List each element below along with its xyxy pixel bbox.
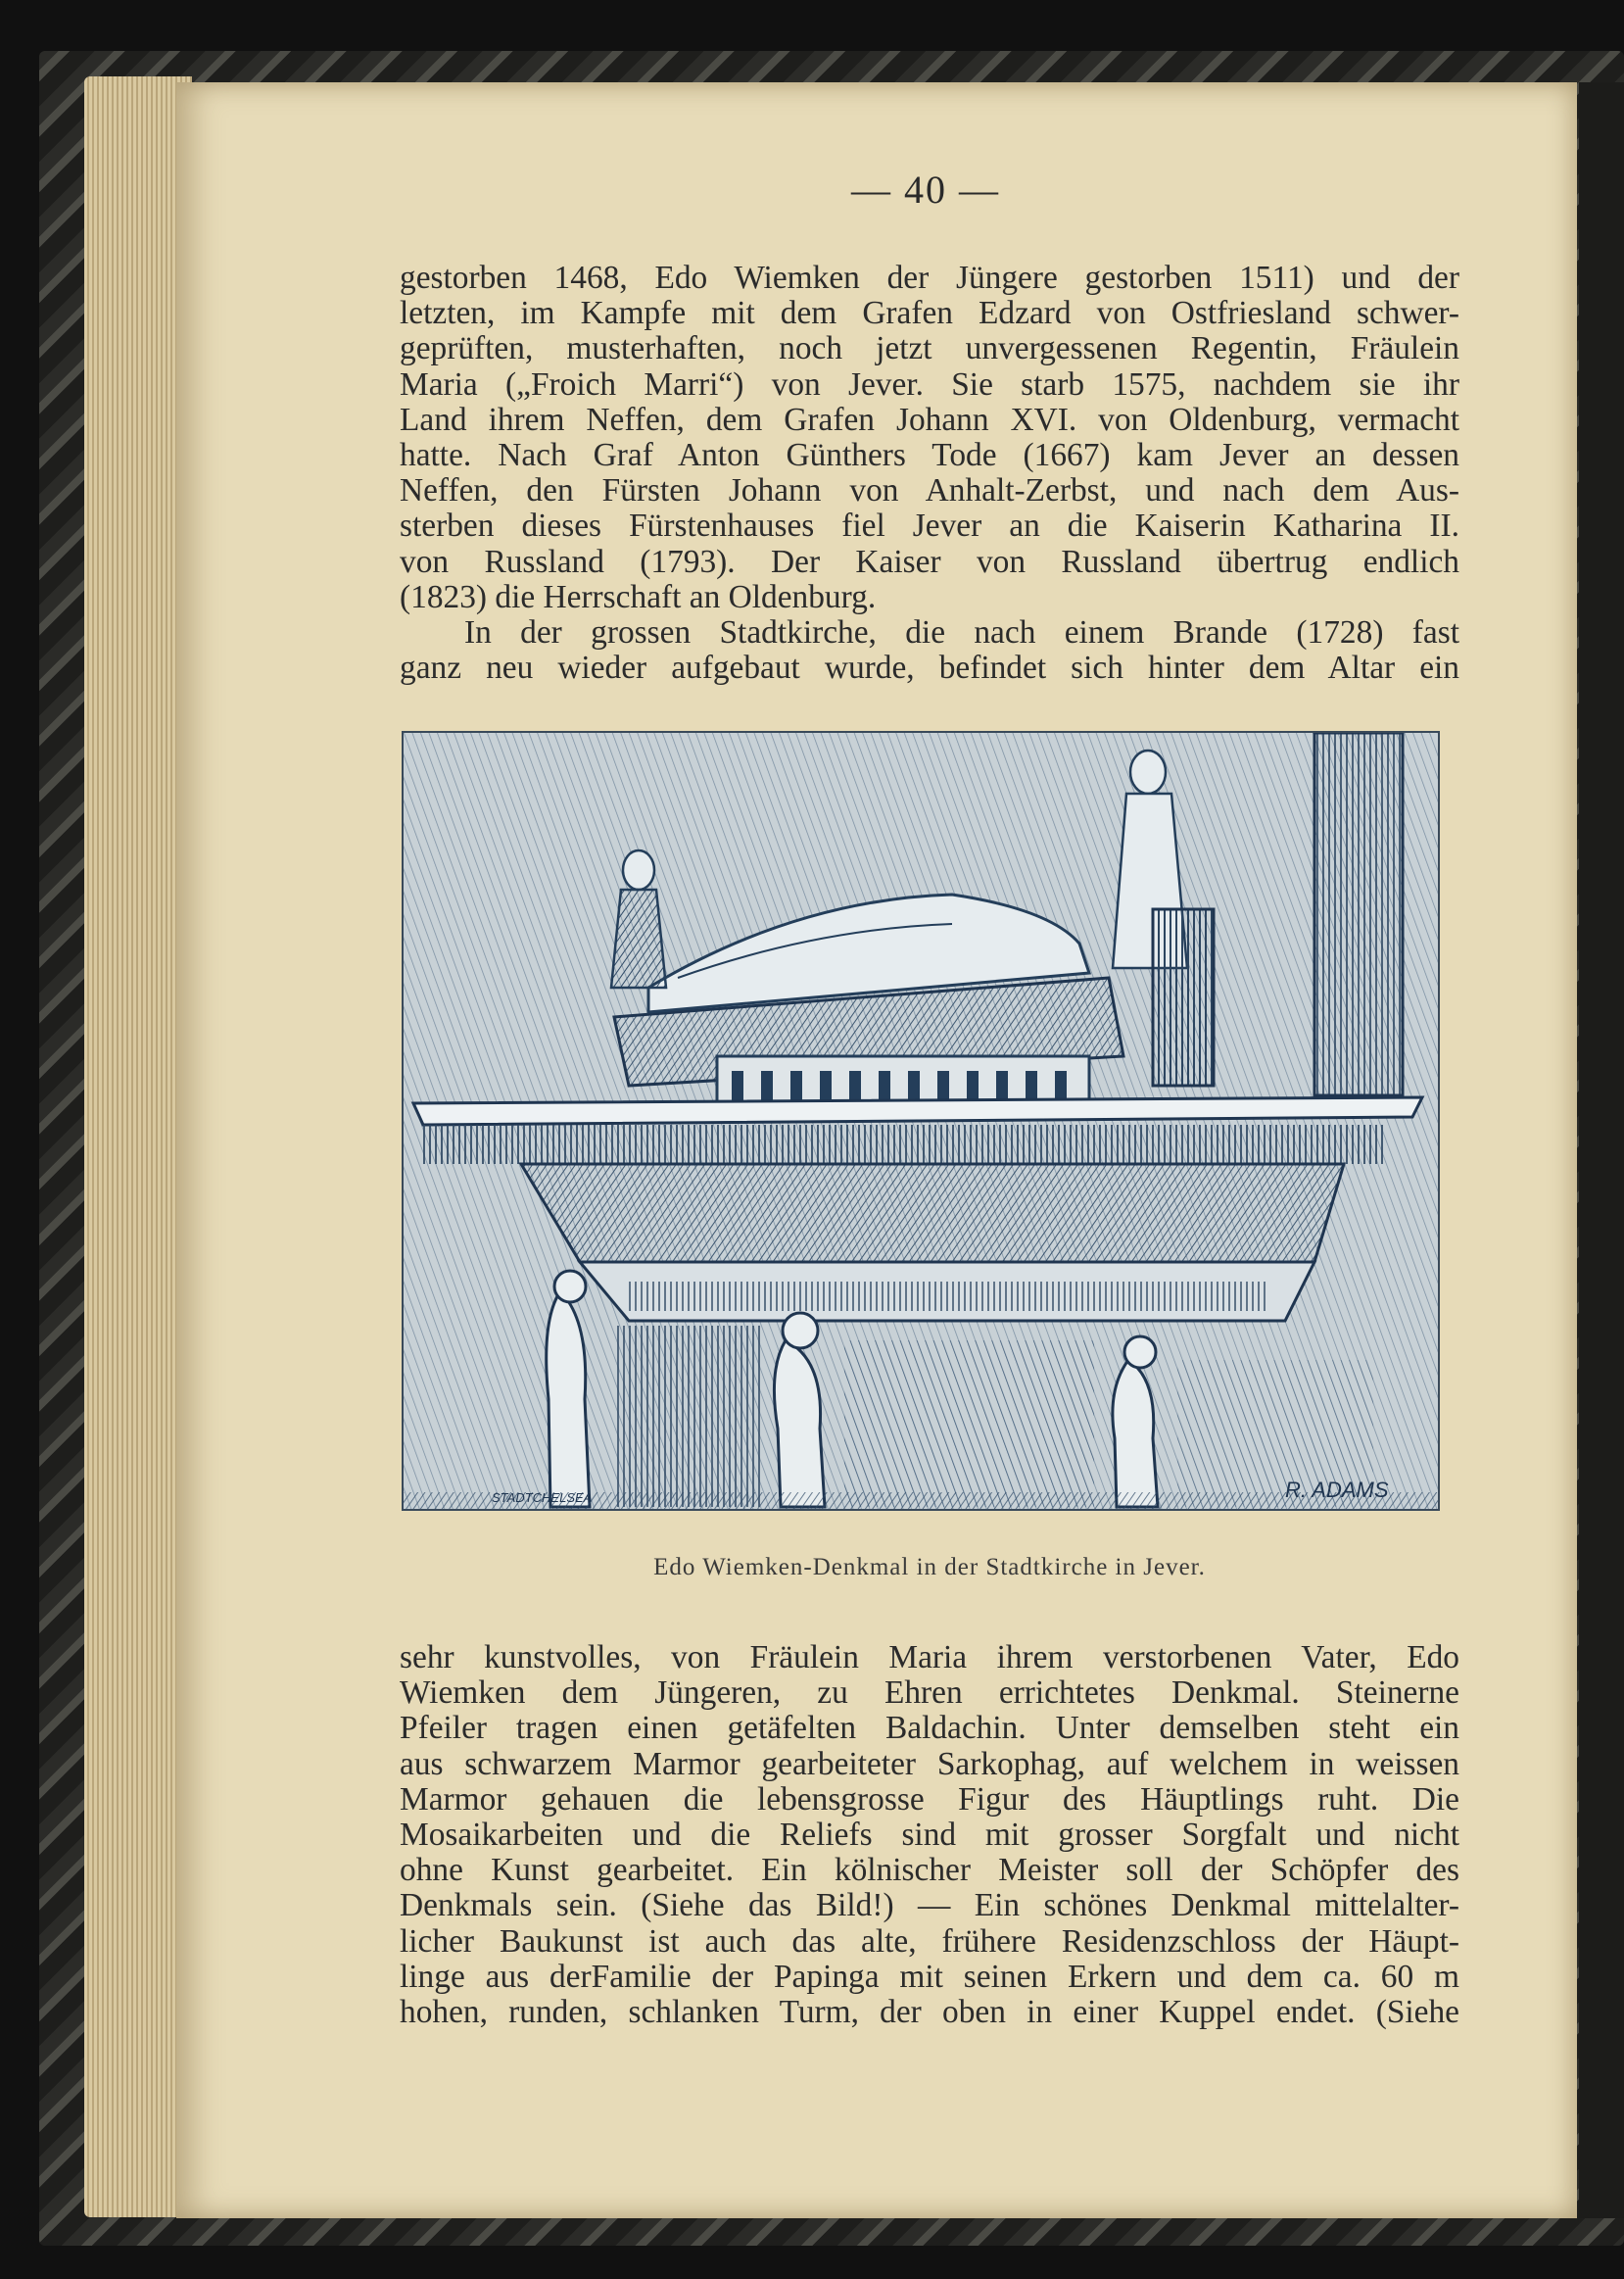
text-line: hatte. Nach Graf Anton Günthers Tode (1667) kam Jever an dessen (400, 436, 1459, 473)
gutter-shadow (1579, 82, 1624, 2218)
text-line: Land ihrem Neffen, dem Grafen Johann XVI. von Oldenburg, vermacht (400, 401, 1459, 438)
text-line: gestorben 1468, Edo Wiemken der Jüngere gestorben 1511) und der (400, 260, 1459, 296)
text-line: Wiemken dem Jüngeren, zu Ehren errichtetes Denkmal. Steinerne (400, 1674, 1459, 1712)
paragraph-top (400, 261, 1459, 615)
text-line: geprüften, musterhaften, noch jetzt unvergessenen Regentin, Fräulein (400, 330, 1459, 367)
text-line: In der grossen Stadtkirche, die nach einem Brande (1728) fast (464, 614, 1459, 651)
text-line: sehr kunstvolles, von Fräulein Maria ihrem verstorbenen Vater, Edo (400, 1639, 1459, 1675)
text-line: ganz neu wieder aufgebaut wurde, befindet sich hinter dem Altar ein (400, 650, 1459, 687)
figure-caption: Edo Wiemken-Denkmal in der Stadtkirche in Jever. (653, 1554, 1206, 1580)
text-line: Maria („Froich Marri“) von Jever. Sie starb 1575, nachdem sie ihr (400, 365, 1459, 403)
text-line: sterben dieses Fürstenhauses fiel Jever an die Kaiserin Katharina II. (400, 508, 1459, 545)
text-line: Marmor gehauen die lebensgrosse Figur des Häuptlings ruht. Die (400, 1780, 1459, 1818)
paragraph-bottom (400, 1640, 1459, 2030)
monument-illustration (402, 731, 1440, 1511)
text-line: Pfeiler tragen einen getäfelten Baldachin. Unter demselben steht ein (400, 1710, 1459, 1747)
text-line: Denkmals sein. (Siehe das Bild!) — Ein schönes Denkmal mittelalter- (400, 1887, 1459, 1924)
text-line: licher Baukunst ist auch das alte, frühere Residenzschloss der Häupt- (400, 1922, 1459, 1960)
page-number: — 40 — (851, 168, 1000, 212)
text-line: ohne Kunst gearbeitet. Ein kölnischer Meister soll der Schöpfer des (400, 1852, 1459, 1889)
text-line: von Russland (1793). Der Kaiser von Russland übertrug endlich (400, 543, 1459, 580)
text-line: Neffen, den Fürsten Johann von Anhalt-Zerbst, und nach dem Aus- (400, 472, 1459, 509)
text-line: Mosaikarbeiten und die Reliefs sind mit grosser Sorgfalt und nicht (400, 1816, 1459, 1853)
text-line: hohen, runden, schlanken Turm, der oben in einer Kuppel endet. (Siehe (400, 1993, 1459, 2030)
text-line: (1823) die Herrschaft an Oldenburg. (400, 578, 877, 615)
text-line: letzten, im Kampfe mit dem Grafen Edzard von Ostfriesland schwer- (400, 295, 1459, 332)
text-line: linge aus derFamilie der Papinga mit seinen Erkern und dem ca. 60 m (400, 1958, 1459, 1995)
artist-signature: R. ADAMS (1285, 1478, 1389, 1502)
engraver-signature: STADTCHELSEA (492, 1490, 593, 1505)
paragraph-second (400, 615, 1459, 686)
text-line: aus schwarzem Marmor gearbeiteter Sarkophag, auf welchem in weissen (400, 1745, 1459, 1782)
